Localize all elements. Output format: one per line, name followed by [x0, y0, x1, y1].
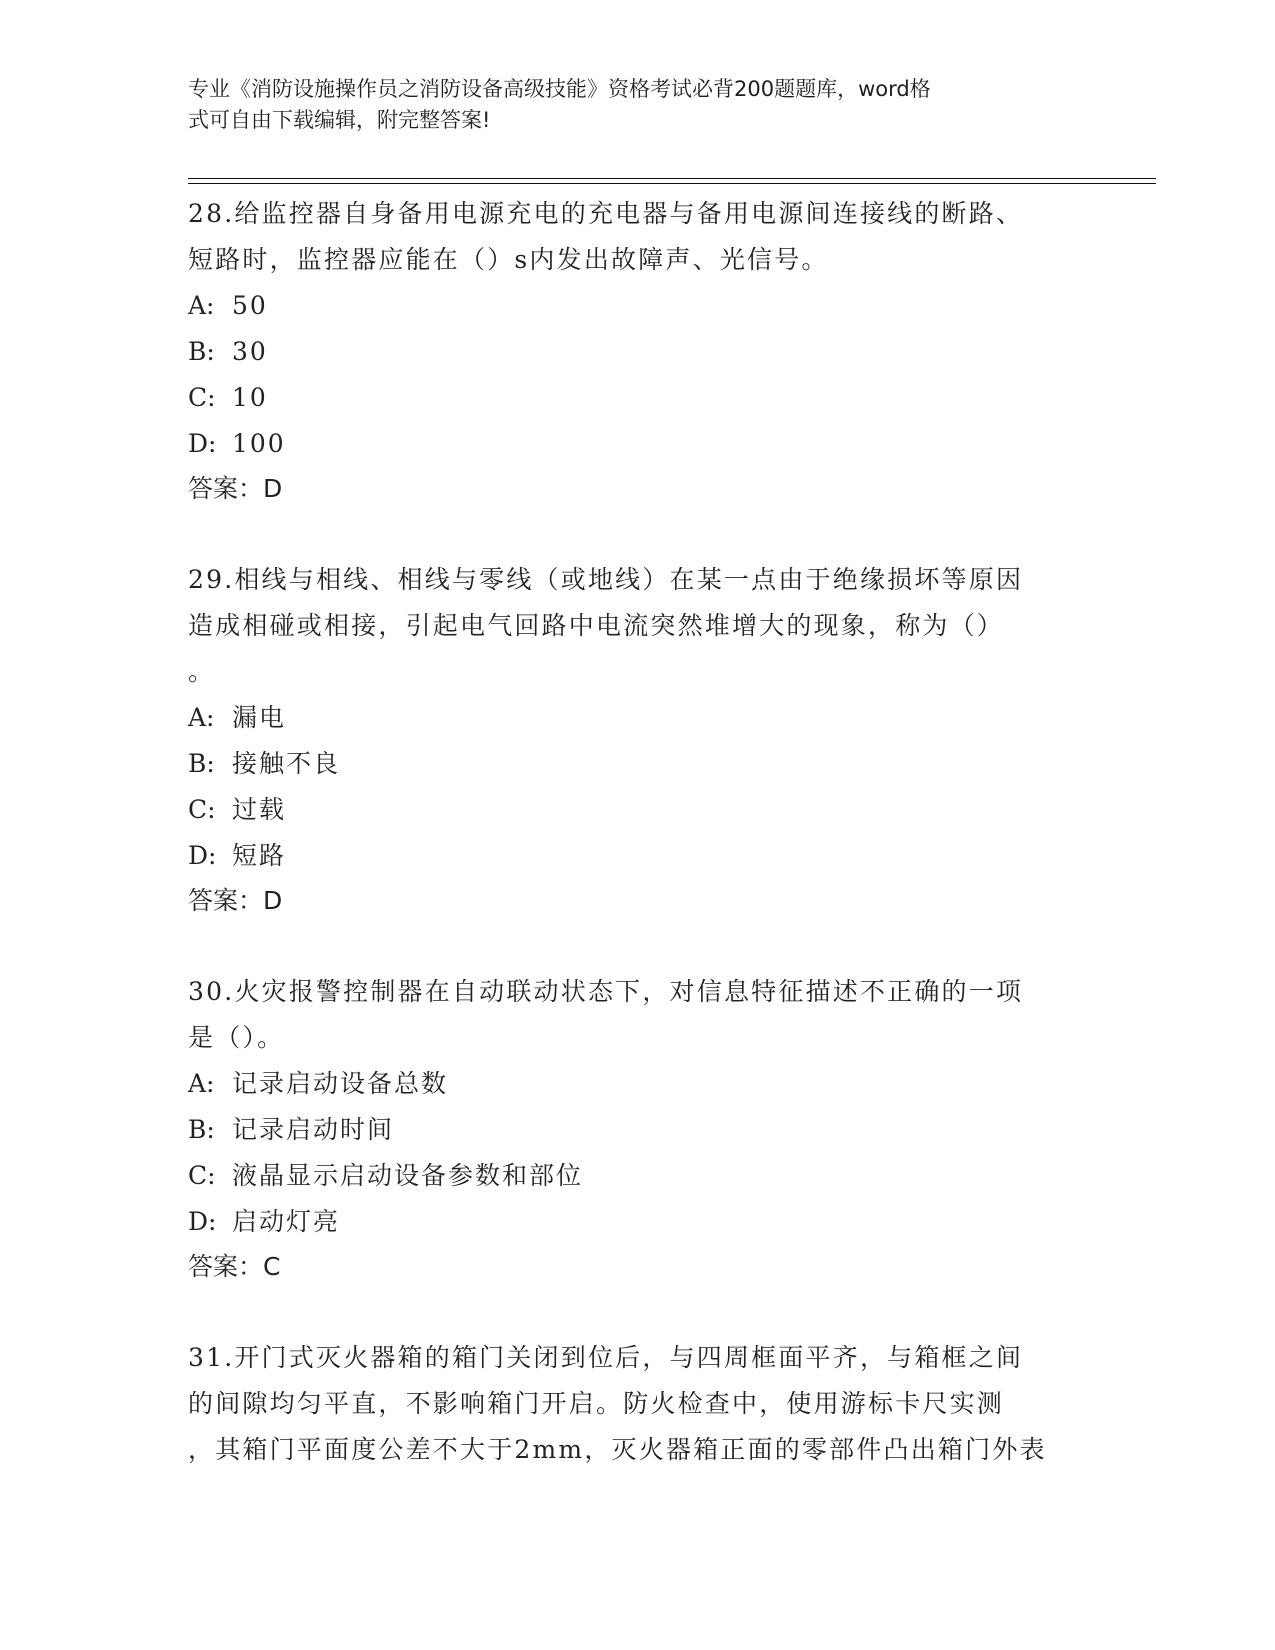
option-b — [188, 329, 1088, 375]
option-key: B: — [188, 749, 215, 778]
option-a — [188, 283, 1088, 329]
option-text: 100 — [232, 429, 286, 458]
option-key: A: — [188, 703, 215, 732]
option-key: D: — [188, 1207, 217, 1236]
option-key: A: — [188, 291, 215, 320]
header-line: 专业《消防设施操作员之消防设备高级技能》资格考试必背200题题库，word格 — [188, 77, 931, 101]
stem-line: ，其箱门平面度公差不大于2mm，灭火器箱正面的零部件凸出箱门外表 — [188, 1435, 1047, 1464]
option-text: 记录启动时间 — [232, 1115, 395, 1144]
document-header — [188, 74, 1068, 136]
option-key: C: — [188, 795, 216, 824]
question-list — [188, 191, 1088, 1519]
stem-line: 是（）。 — [188, 1023, 285, 1052]
question-31 — [188, 1335, 1088, 1473]
stem-line: 。 — [188, 657, 216, 686]
option-text: 10 — [232, 383, 268, 412]
option-b — [188, 1107, 1088, 1153]
option-key: B: — [188, 1115, 215, 1144]
option-c — [188, 1153, 1088, 1199]
stem-line: 的间隙均匀平直，不影响箱门开启。防火检查中，使用游标卡尺实测 — [188, 1389, 1005, 1418]
stem-line: 31.开门式灭火器箱的箱门关闭到位后，与四周框面平齐，与箱框之间 — [188, 1343, 1024, 1372]
stem-line: 短路时，监控器应能在（）s内发出故障声、光信号。 — [188, 245, 829, 274]
option-a — [188, 1061, 1088, 1107]
option-c — [188, 375, 1088, 421]
header-divider — [188, 183, 1156, 184]
question-stem — [188, 191, 1088, 283]
option-key: C: — [188, 1161, 216, 1190]
option-key: C: — [188, 383, 216, 412]
question-stem — [188, 557, 1088, 695]
option-text: 接触不良 — [232, 749, 341, 778]
question-29 — [188, 557, 1088, 923]
stem-line: 29.相线与相线、相线与零线（或地线）在某一点由于绝缘损坏等原因 — [188, 565, 1024, 594]
option-a — [188, 695, 1088, 741]
option-c — [188, 787, 1088, 833]
option-text: 短路 — [232, 841, 287, 870]
option-d — [188, 833, 1088, 879]
answer: 答案：D — [188, 886, 283, 915]
option-key: D: — [188, 841, 217, 870]
option-text: 记录启动设备总数 — [232, 1069, 449, 1098]
option-text: 启动灯亮 — [232, 1207, 341, 1236]
stem-line: 28.给监控器自身备用电源充电的充电器与备用电源间连接线的断路、 — [188, 199, 1024, 228]
option-b — [188, 741, 1088, 787]
option-text: 30 — [232, 337, 268, 366]
option-text: 液晶显示启动设备参数和部位 — [232, 1161, 584, 1190]
question-30 — [188, 969, 1088, 1289]
option-text: 50 — [232, 291, 268, 320]
answer: 答案：C — [188, 1252, 281, 1281]
question-stem — [188, 1335, 1088, 1473]
option-d — [188, 1199, 1088, 1245]
question-stem — [188, 969, 1088, 1061]
header-line: 式可自由下载编辑，附完整答案! — [188, 108, 491, 132]
question-28 — [188, 191, 1088, 511]
option-key: D: — [188, 429, 217, 458]
header-divider — [188, 178, 1156, 179]
option-text: 过载 — [232, 795, 287, 824]
option-text: 漏电 — [232, 703, 287, 732]
stem-line: 造成相碰或相接，引起电气回路中电流突然堆增大的现象，称为（） — [188, 611, 1005, 640]
answer: 答案：D — [188, 474, 283, 503]
option-key: A: — [188, 1069, 215, 1098]
option-key: B: — [188, 337, 215, 366]
stem-line: 30.火灾报警控制器在自动联动状态下，对信息特征描述不正确的一项 — [188, 977, 1024, 1006]
option-d — [188, 421, 1088, 467]
